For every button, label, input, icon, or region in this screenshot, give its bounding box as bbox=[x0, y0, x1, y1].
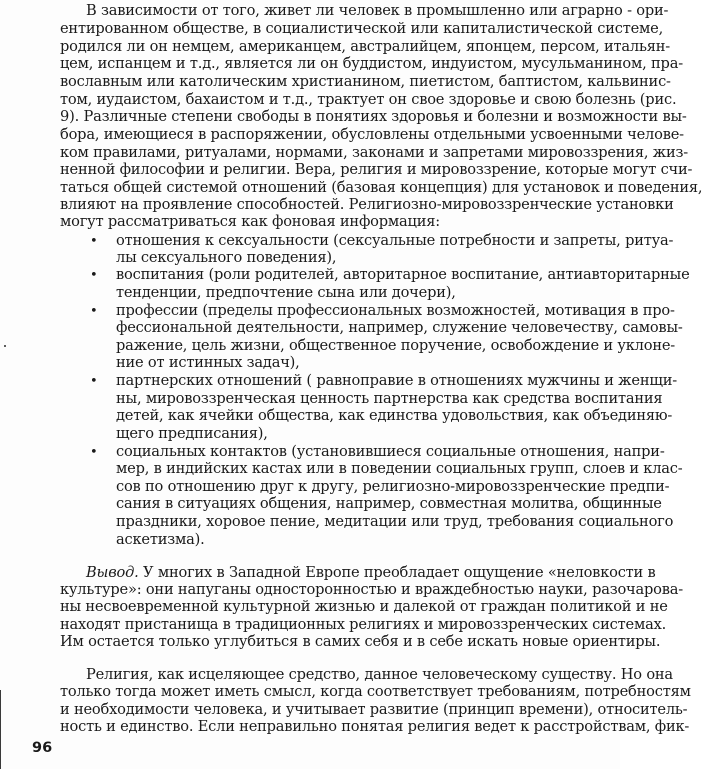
list-item-line: ние от истинных задач), bbox=[116, 354, 300, 372]
list-item-line: лы сексуального поведения), bbox=[116, 248, 337, 266]
list-item-line: отношения к сексуальности (сексуальные потребности и запреты, ритуа- bbox=[116, 231, 674, 249]
text-line: таться общей системой отношений (базовая концепция) для установок и поведения, bbox=[60, 178, 702, 196]
list-item-line: детей, как ячейки общества, как единства удовольствия, как объединяю- bbox=[116, 407, 673, 425]
text-line: и необходимости человека, и учитывает развитие (принцип времени), относитель- bbox=[60, 700, 688, 718]
text-line: родился ли он немцем, американцем, австралийцем, японцем, персом, итальян- bbox=[60, 37, 670, 55]
list-item-line: ражение, цель жизни, общественное поручение, освобождение и уклоне- bbox=[116, 336, 676, 354]
text-line: могут рассматриваться как фоновая информация: bbox=[60, 213, 440, 231]
list-item-line: воспитания (роли родителей, авторитарное воспитание, антиавторитарные bbox=[116, 266, 690, 284]
list-item-line: профессии (пределы профессиональных возможностей, мотивация в про- bbox=[116, 301, 675, 319]
list-item-line: сов по отношению друг к другу, религиозно-мировоззренческие предпи- bbox=[116, 477, 670, 495]
list-item-line: щего предписания), bbox=[116, 425, 268, 443]
text-line: бора, имеющиеся в распоряжении, обусловлены отдельными усвоенными челове- bbox=[60, 126, 684, 144]
list-item-line: фессиональной деятельности, например, служение человечеству, самовы- bbox=[116, 319, 683, 337]
bullet-icon: • bbox=[90, 303, 98, 319]
list-item-line: сания в ситуациях общения, например, совместная молитва, общинные bbox=[116, 494, 662, 512]
text-line: том, иудаистом, бахаистом и т.д., трактует он свое здоровье и свою болезнь (рис. bbox=[60, 90, 677, 108]
text-line: ентированном обществе, в социалистической или капиталистической системе, bbox=[60, 20, 664, 38]
conclusion-label: Вывод. bbox=[86, 563, 139, 581]
text-line: ком правилами, ритуалами, нормами, законами и запретами мировоззрения, жиз- bbox=[60, 143, 688, 161]
bullet-icon: • bbox=[90, 374, 98, 390]
list-item-line: тенденции, предпочтение сына или дочери), bbox=[116, 283, 456, 301]
page-number: 96 bbox=[32, 740, 53, 756]
text-line: Им остается только углубиться в самих себя и в себе искать новые ориентиры. bbox=[60, 633, 661, 650]
list-item-line: партнерских отношений ( равноправие в отношениях мужчины и женщи- bbox=[116, 372, 677, 390]
text-line: влияют на проявление способностей. Религиозно-мировоззренческие установки bbox=[60, 195, 674, 213]
text-line: ность и единство. Если неправильно понятая религия ведет к расстройствам, фик- bbox=[60, 718, 690, 735]
text-line: В зависимости от того, живет ли человек в промышленно или аграрно - ори- bbox=[86, 2, 669, 19]
text-line: 9). Различные степени свободы в понятиях здоровья и болезни и возможности вы- bbox=[60, 108, 687, 126]
list-item-line: мер, в индийских кастах или в поведении социальных групп, слоев и клас- bbox=[116, 460, 683, 478]
bullet-icon: • bbox=[90, 444, 98, 460]
scan-edge-line bbox=[0, 690, 1, 769]
bullet-icon: • bbox=[90, 268, 98, 284]
text-line: только тогда может иметь смысл, когда соответствует требованиям, потребностям bbox=[60, 683, 691, 701]
conclusion-first-line bbox=[86, 564, 656, 582]
text-line: вославным или католическим христианином, пиетистом, баптистом, кальвинис- bbox=[60, 73, 671, 91]
text-line: ненной философии и религии. Вера, религия и мировоззрение, которые могут счи- bbox=[60, 161, 693, 179]
text-line: находят пристанища в традиционных религиях и мировоззренческих системах. bbox=[60, 615, 667, 633]
text-line: ны несвоевременной культурной жизнью и далекой от граждан политикой и не bbox=[60, 598, 668, 616]
list-item-line: социальных контактов (установившиеся социальные отношения, напри- bbox=[116, 442, 665, 460]
list-item-line: аскетизма). bbox=[116, 530, 205, 548]
list-item-line: праздники, хоровое пение, медитации или труд, требования социального bbox=[116, 513, 674, 531]
text-line: культуре»: они напуганы односторонностью и враждебностью науки, разочарова- bbox=[60, 580, 683, 598]
text-line: Религия, как исцеляющее средство, данное человеческому существу. Но она bbox=[86, 665, 673, 683]
list-item-line: ны, мировоззренческая ценность партнерства как средства воспитания bbox=[116, 389, 663, 407]
conclusion-text: У многих в Западной Европе преобладает ощущение «неловкости в bbox=[138, 563, 656, 581]
text-line: цем, испанцем и т.д., является ли он буддистом, индуистом, мусульманином, пра- bbox=[60, 55, 683, 72]
bullet-icon: • bbox=[90, 233, 98, 249]
scan-dot bbox=[4, 345, 6, 347]
